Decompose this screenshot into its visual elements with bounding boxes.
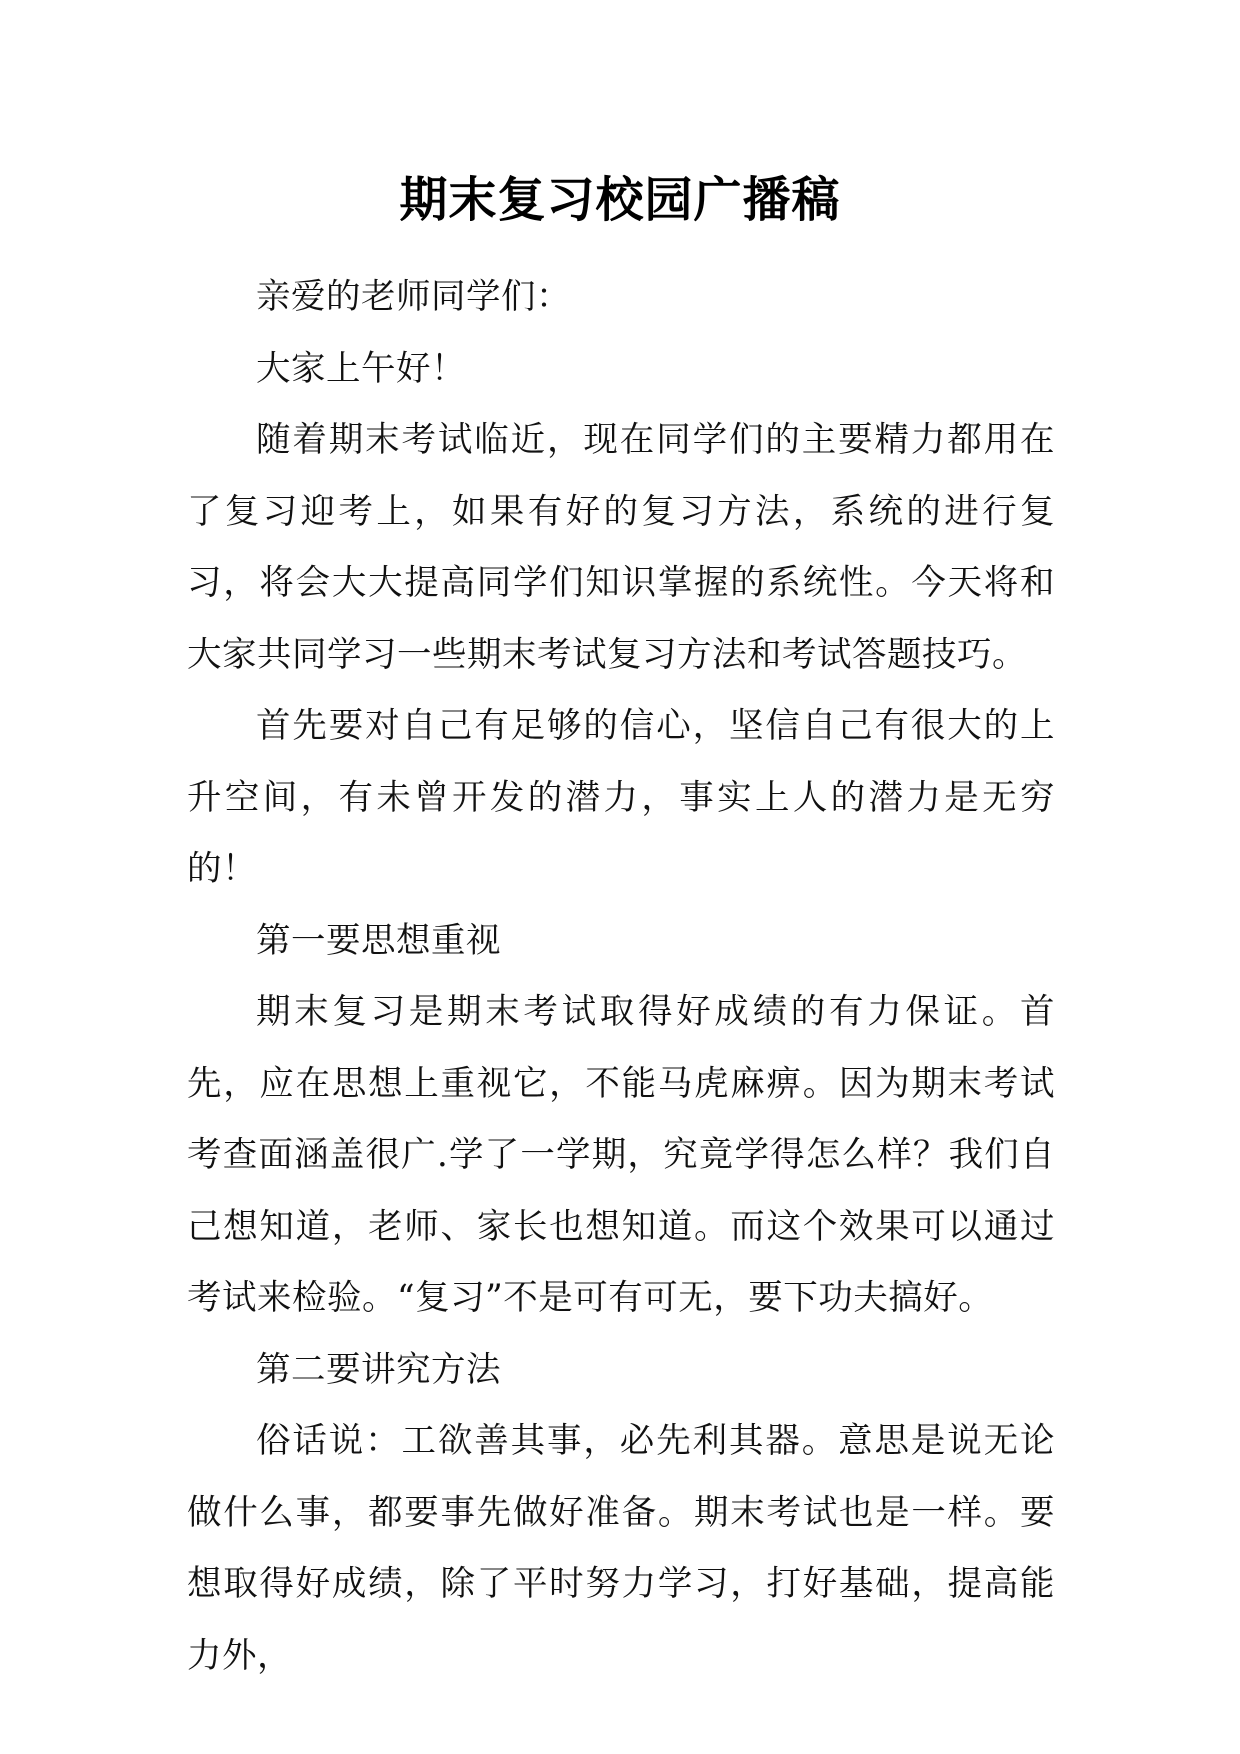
- paragraph-importance: 期末复习是期末考试取得好成绩的有力保证。首先，应在思想上重视它，不能马虎麻痹。因为期末考试考查面涵盖很广.学了一学期，究竟学得怎么样？我们自己想知道，老师、家长也想知道。而这个效果可以通过考试来检验。“复习”不是可有可无，要下功夫搞好。: [187, 992, 1055, 1318]
- salutation: 亲爱的老师同学们：: [256, 277, 571, 317]
- document-body: [187, 262, 1055, 1692]
- paragraph-method: 俗话说：工欲善其事，必先利其器。意思是说无论做什么事，都要事先做好准备。期末考试也是一样。要想取得好成绩，除了平时努力学习，打好基础，提高能力外，: [187, 1421, 1055, 1676]
- paragraph-confidence: 首先要对自己有足够的信心，坚信自己有很大的上升空间，有未曾开发的潜力，事实上人的潜力是无穷的！: [187, 706, 1055, 889]
- section-heading-2: 第二要讲究方法: [256, 1349, 501, 1390]
- page-title: 期末复习校园广播稿: [399, 172, 841, 228]
- section-heading-1: 第一要思想重视: [256, 920, 501, 961]
- paragraph-intro: 随着期末考试临近，现在同学们的主要精力都用在了复习迎考上，如果有好的复习方法，系统的进行复习，将会大大提高同学们知识掌握的系统性。今天将和大家共同学习一些期末考试复习方法和考试答题技巧。: [187, 420, 1055, 675]
- greeting: 大家上午好！: [256, 348, 466, 389]
